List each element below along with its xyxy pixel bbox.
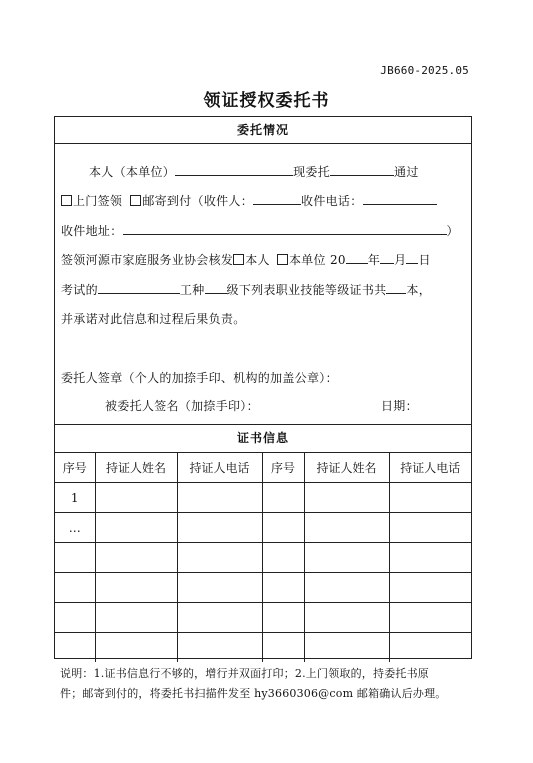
self-label: 本人 — [245, 253, 270, 267]
table-cell[interactable] — [55, 573, 95, 603]
address-blank[interactable] — [123, 222, 447, 235]
table-cell[interactable] — [177, 603, 262, 633]
table-cell[interactable] — [55, 543, 95, 573]
certificate-section-title: 证书信息 — [55, 425, 471, 453]
footnote-line-1: 说明：1.证书信息行不够的，增行并双面打印；2.上门领取的，持委托书原 — [60, 667, 429, 680]
table-cell[interactable] — [389, 543, 471, 573]
exam-blank[interactable] — [98, 281, 180, 294]
self-checkbox[interactable] — [233, 254, 244, 265]
table-cell[interactable] — [55, 603, 95, 633]
table-cell[interactable] — [389, 633, 471, 663]
table-cell[interactable] — [262, 603, 304, 633]
table-cell[interactable] — [177, 483, 262, 513]
table-cell[interactable] — [95, 543, 177, 573]
delegation-line-3 — [61, 222, 465, 239]
table-cell[interactable]: … — [55, 513, 95, 543]
recipient-phone-blank[interactable] — [363, 192, 437, 205]
day-blank[interactable] — [406, 251, 418, 264]
delegation-line-2 — [61, 192, 465, 209]
recipient-phone-label: 收件电话： — [301, 194, 363, 208]
signer-label: 委托人签章（个人的加捺手印、机构的加盖公章）： — [61, 371, 338, 385]
issuer-label: 签领河源市家庭服务业协会核发 — [61, 253, 234, 267]
table-cell[interactable] — [304, 573, 389, 603]
header-cell: 序号 — [55, 453, 95, 483]
table-cell[interactable] — [262, 543, 304, 573]
principal-label: 本人（本单位） — [89, 165, 176, 179]
level-blank[interactable] — [205, 281, 227, 294]
trade-label: 工种 — [179, 283, 205, 297]
delegation-line-5 — [61, 281, 465, 298]
table-cell[interactable] — [304, 633, 389, 663]
table-cell[interactable] — [262, 513, 304, 543]
table-cell[interactable] — [389, 483, 471, 513]
table-cell[interactable] — [177, 513, 262, 543]
table-cell[interactable]: 1 — [55, 483, 95, 513]
table-row — [55, 573, 471, 603]
count-blank[interactable] — [386, 281, 406, 294]
table-cell[interactable] — [389, 603, 471, 633]
table-cell[interactable] — [389, 513, 471, 543]
commitment-line: 并承诺对此信息和过程后果负责。 — [61, 312, 246, 326]
level-label: 级下列表职业技能等级证书共 — [226, 283, 387, 297]
table-cell[interactable] — [95, 513, 177, 543]
month-label: 月 — [394, 253, 407, 267]
form-frame — [54, 116, 472, 659]
table-cell[interactable] — [177, 573, 262, 603]
table-cell[interactable] — [55, 633, 95, 663]
header-cell: 持证人姓名 — [95, 453, 177, 483]
mail-delivery-label: 邮寄到付（收件人： — [142, 194, 254, 208]
header-cell: 持证人电话 — [389, 453, 471, 483]
document-title: 领证授权委托书 — [203, 91, 330, 111]
unit-checkbox[interactable] — [277, 254, 288, 265]
entrust-label: 现委托 — [293, 165, 331, 179]
via-label: 通过 — [394, 165, 419, 179]
table-row — [55, 633, 471, 663]
mail-delivery-checkbox[interactable] — [130, 195, 141, 206]
principal-blank[interactable] — [175, 163, 293, 176]
table-cell[interactable] — [262, 483, 304, 513]
table-row — [55, 603, 471, 633]
count-label: 本， — [406, 283, 432, 297]
table-cell[interactable] — [95, 483, 177, 513]
address-close: ） — [446, 224, 459, 238]
header-cell: 持证人姓名 — [304, 453, 389, 483]
table-cell[interactable] — [177, 543, 262, 573]
table-cell[interactable] — [262, 573, 304, 603]
recipient-blank[interactable] — [253, 192, 301, 205]
year-blank[interactable] — [346, 251, 368, 264]
unit-year-label: 本单位 20 — [288, 253, 346, 267]
table-cell[interactable] — [304, 483, 389, 513]
table-cell[interactable] — [304, 543, 389, 573]
footnote — [60, 664, 472, 704]
table-cell[interactable] — [389, 573, 471, 603]
delegation-line-4 — [61, 251, 465, 268]
trustee-signature-label: 被委托人签名（加捺手印）： — [105, 399, 259, 413]
table-header-row — [55, 453, 471, 483]
table-row — [55, 543, 471, 573]
table-cell[interactable] — [95, 603, 177, 633]
document-code: JB660-2025.05 — [380, 64, 469, 77]
date-label: 日期： — [381, 399, 418, 413]
door-pickup-label: 上门签领 — [73, 194, 123, 208]
address-label: 收件地址： — [61, 224, 123, 238]
header-cell: 序号 — [262, 453, 304, 483]
delegation-line-1 — [89, 163, 465, 180]
day-label: 日 — [418, 253, 431, 267]
trustee-blank[interactable] — [330, 163, 394, 176]
year-label: 年 — [367, 253, 381, 267]
table-cell[interactable] — [95, 573, 177, 603]
table-cell[interactable] — [177, 633, 262, 663]
door-pickup-checkbox[interactable] — [61, 195, 72, 206]
footnote-line-2: 件；邮寄到付的，将委托书扫描件发至 hy3660306@com 邮箱确认后办理。 — [60, 687, 447, 700]
table-row — [55, 513, 471, 543]
table-cell[interactable] — [262, 633, 304, 663]
table-cell[interactable] — [304, 513, 389, 543]
table-row — [55, 483, 471, 513]
month-blank[interactable] — [380, 251, 394, 264]
table-cell[interactable] — [95, 633, 177, 663]
exam-label: 考试的 — [61, 283, 98, 297]
certificate-table — [55, 453, 471, 662]
table-cell[interactable] — [304, 603, 389, 633]
header-cell: 持证人电话 — [177, 453, 262, 483]
delegation-section-title: 委托情况 — [55, 117, 471, 144]
